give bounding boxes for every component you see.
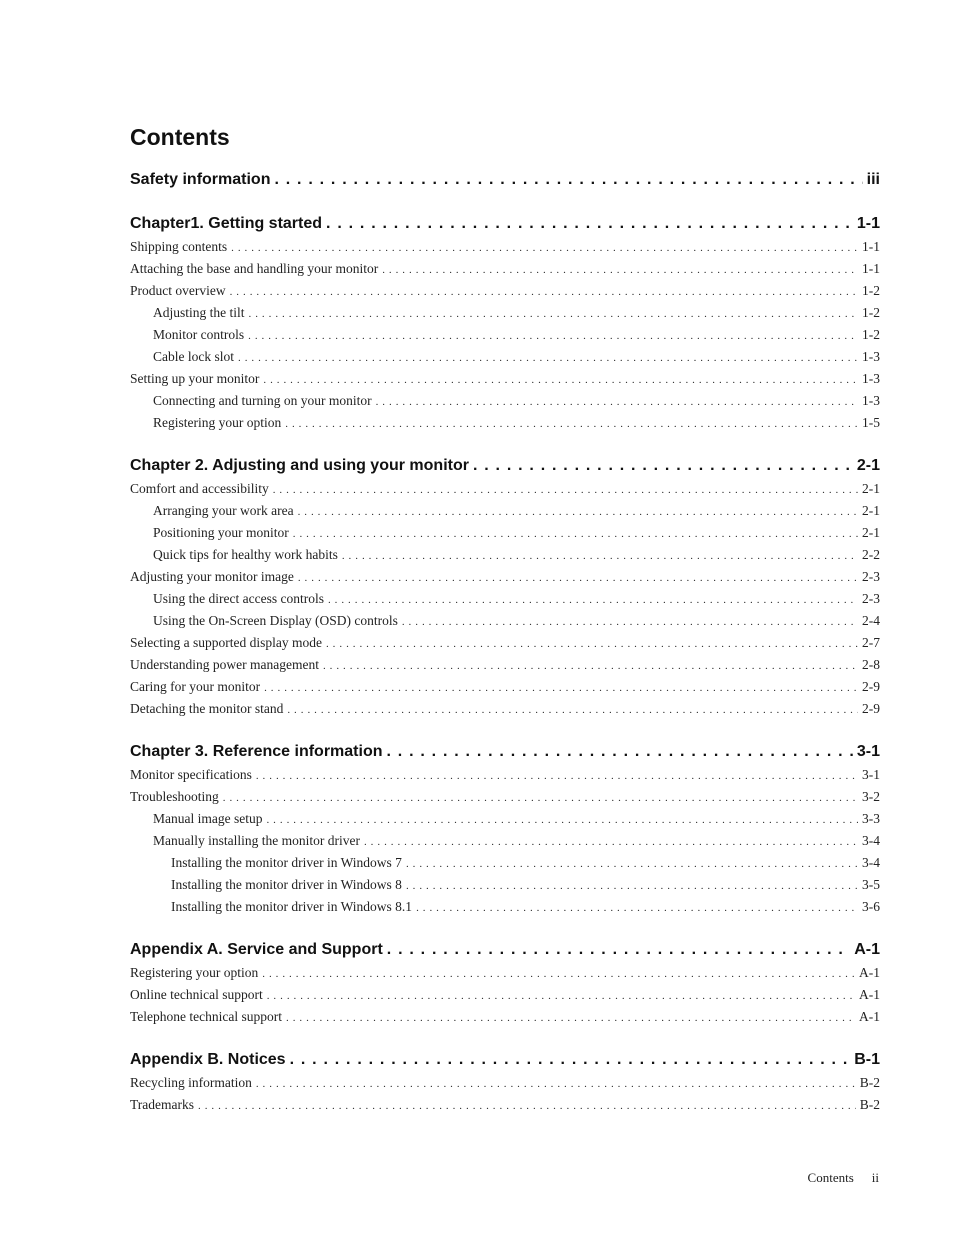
toc-label: Caring for your monitor <box>130 679 261 694</box>
toc-label: Monitor specifications <box>130 767 252 782</box>
toc-label: Setting up your monitor <box>130 371 260 386</box>
toc-entry-link[interactable] <box>130 368 880 390</box>
dot-leader <box>267 985 855 1006</box>
toc-label: Comfort and accessibility <box>130 481 269 496</box>
toc-page-number: 1-3 <box>862 349 880 364</box>
toc-label: Chapter 3. Reference information <box>130 743 383 760</box>
dot-leader <box>266 809 858 830</box>
toc-label: Selecting a supported display mode <box>130 635 322 650</box>
toc-entry-link[interactable] <box>130 764 880 786</box>
toc-page-number: 3-1 <box>862 767 880 782</box>
toc-label: Registering your option <box>153 415 282 430</box>
toc-chapter-link[interactable] <box>130 740 880 764</box>
toc-label: Chapter 2. Adjusting and using your monitor <box>130 457 469 474</box>
toc-entry-link[interactable] <box>130 478 880 500</box>
toc-page-number: iii <box>866 171 880 188</box>
dot-leader <box>342 545 858 566</box>
toc-page-number: 2-8 <box>862 657 880 672</box>
toc-label: Manual image setup <box>153 811 263 826</box>
toc-entry-link[interactable] <box>130 852 880 874</box>
toc-entry-link[interactable] <box>130 500 880 522</box>
toc-entry-link[interactable] <box>130 280 880 302</box>
toc-entry-link[interactable] <box>130 258 880 280</box>
toc-label: Installing the monitor driver in Windows 8.1 <box>171 899 413 914</box>
toc-entry-link[interactable] <box>130 1006 880 1028</box>
toc-entry-link[interactable] <box>130 786 880 808</box>
toc-page-number: 3-1 <box>856 743 880 760</box>
dot-leader <box>238 347 858 368</box>
toc-label: Arranging your work area <box>153 503 294 518</box>
toc-page-number: A-1 <box>859 965 880 980</box>
toc-entry-link[interactable] <box>130 588 880 610</box>
dot-leader <box>326 212 853 236</box>
toc-page-number: B-1 <box>854 1051 880 1068</box>
dot-leader <box>406 875 858 896</box>
dot-leader <box>248 325 858 346</box>
toc-page-number: 3-5 <box>862 877 880 892</box>
toc-page-number: 3-6 <box>862 899 880 914</box>
toc-chapter-link[interactable] <box>130 454 880 478</box>
toc-label: Safety information <box>130 171 271 188</box>
toc-entry-link[interactable] <box>130 962 880 984</box>
toc-label: Adjusting the tilt <box>153 305 245 320</box>
toc-label: Telephone technical support <box>130 1009 283 1024</box>
toc-page-number: A-1 <box>859 987 880 1002</box>
toc-page-number: 1-2 <box>862 327 880 342</box>
toc-page-number: 3-4 <box>862 855 880 870</box>
toc-chapter-link[interactable] <box>130 168 880 192</box>
toc-entry-link[interactable] <box>130 390 880 412</box>
footer-section-label: Contents <box>807 1170 854 1185</box>
toc-entry-link[interactable] <box>130 896 880 918</box>
toc-entry-link[interactable] <box>130 808 880 830</box>
toc-label: Positioning your monitor <box>153 525 289 540</box>
toc-label: Using the direct access controls <box>153 591 324 606</box>
toc-entry-link[interactable] <box>130 522 880 544</box>
toc-entry-link[interactable] <box>130 544 880 566</box>
toc-label: Attaching the base and handling your monitor <box>130 261 379 276</box>
toc-entry-link[interactable] <box>130 1072 880 1094</box>
dot-leader <box>298 567 858 588</box>
toc-page-number: 1-1 <box>862 239 880 254</box>
toc-label: Installing the monitor driver in Windows 7 <box>171 855 402 870</box>
toc-entry-link[interactable] <box>130 324 880 346</box>
dot-leader <box>231 237 858 258</box>
dot-leader <box>198 1095 856 1116</box>
dot-leader <box>256 1073 856 1094</box>
toc-page-number: 2-1 <box>862 503 880 518</box>
toc-label: Shipping contents <box>130 239 228 254</box>
toc-page-number: 3-4 <box>862 833 880 848</box>
toc-entry-link[interactable] <box>130 984 880 1006</box>
toc-label: Using the On-Screen Display (OSD) controls <box>153 613 398 628</box>
toc-entry-link[interactable] <box>130 654 880 676</box>
toc-entry-link[interactable] <box>130 302 880 324</box>
dot-leader <box>223 787 858 808</box>
toc-label: Monitor controls <box>153 327 245 342</box>
dot-leader <box>290 1048 851 1072</box>
dot-leader <box>256 765 858 786</box>
toc-page-number: 3-2 <box>862 789 880 804</box>
toc-entry-link[interactable] <box>130 236 880 258</box>
toc-label: Understanding power management <box>130 657 319 672</box>
toc-entry-link[interactable] <box>130 346 880 368</box>
toc-entry-link[interactable] <box>130 1094 880 1116</box>
toc-page-number: B-2 <box>859 1075 880 1090</box>
toc-label: Installing the monitor driver in Windows 8 <box>171 877 402 892</box>
dot-leader <box>387 740 853 764</box>
dot-leader <box>382 259 858 280</box>
toc-page-number: 2-4 <box>862 613 880 628</box>
toc-page-number: 1-5 <box>862 415 880 430</box>
toc-entry-link[interactable] <box>130 676 880 698</box>
toc-entry-link[interactable] <box>130 412 880 434</box>
page-title: Contents <box>130 124 230 150</box>
toc-page-number: 2-9 <box>862 701 880 716</box>
toc-page-number: 1-1 <box>856 215 880 232</box>
toc-label: Adjusting your monitor image <box>130 569 294 584</box>
toc-entry-link[interactable] <box>130 610 880 632</box>
toc-page-number: 1-2 <box>862 283 880 298</box>
dot-leader <box>285 413 858 434</box>
toc-page-number: 1-2 <box>862 305 880 320</box>
toc-label: Troubleshooting <box>130 789 219 804</box>
toc-label: Chapter1. Getting started <box>130 215 323 232</box>
toc-page-number: 2-1 <box>856 457 880 474</box>
toc-page-number: 3-3 <box>862 811 880 826</box>
toc-label: Manually installing the monitor driver <box>153 833 360 848</box>
dot-leader <box>262 963 855 984</box>
toc-page-number: 2-3 <box>862 591 880 606</box>
toc-label: Registering your option <box>130 965 259 980</box>
toc-page-number: 1-1 <box>862 261 880 276</box>
toc-label: Trademarks <box>130 1097 194 1112</box>
toc-page-number: 2-3 <box>862 569 880 584</box>
dot-leader <box>387 938 850 962</box>
dot-leader <box>364 831 858 852</box>
toc-entry-link[interactable] <box>130 632 880 654</box>
dot-leader <box>473 454 853 478</box>
toc-chapter-link[interactable] <box>130 212 880 236</box>
toc-label: Recycling information <box>130 1075 252 1090</box>
toc-label: Cable lock slot <box>153 349 234 364</box>
dot-leader <box>293 523 858 544</box>
toc-page-number: 1-3 <box>862 371 880 386</box>
toc-page-number: 1-3 <box>862 393 880 408</box>
dot-leader <box>286 1007 855 1028</box>
dot-leader <box>298 501 858 522</box>
toc-label: Connecting and turning on your monitor <box>153 393 372 408</box>
dot-leader <box>376 391 858 412</box>
toc-page-number: 2-1 <box>862 481 880 496</box>
dot-leader <box>416 897 858 918</box>
toc-page <box>130 122 880 1116</box>
dot-leader <box>249 303 858 324</box>
dot-leader <box>264 677 858 698</box>
toc-label: Quick tips for healthy work habits <box>153 547 338 562</box>
toc-list <box>130 168 880 1116</box>
toc-page-number: 2-7 <box>862 635 880 650</box>
dot-leader <box>406 853 858 874</box>
toc-page-number: A-1 <box>854 941 880 958</box>
page-footer <box>808 1170 879 1186</box>
toc-entry-link[interactable] <box>130 698 880 720</box>
dot-leader <box>287 699 858 720</box>
toc-chapter-link[interactable] <box>130 1048 880 1072</box>
toc-label: Appendix B. Notices <box>130 1051 286 1068</box>
toc-entry-link[interactable] <box>130 830 880 852</box>
toc-label: Appendix A. Service and Support <box>130 941 383 958</box>
toc-page-number: 2-2 <box>862 547 880 562</box>
dot-leader <box>230 281 858 302</box>
toc-label: Detaching the monitor stand <box>130 701 284 716</box>
toc-entry-link[interactable] <box>130 566 880 588</box>
dot-leader <box>323 655 858 676</box>
toc-page-number: A-1 <box>859 1009 880 1024</box>
dot-leader <box>402 611 858 632</box>
dot-leader <box>328 589 858 610</box>
toc-page-number: 2-9 <box>862 679 880 694</box>
toc-page-number: 2-1 <box>862 525 880 540</box>
toc-page-number: B-2 <box>859 1097 880 1112</box>
dot-leader <box>263 369 858 390</box>
dot-leader <box>273 479 858 500</box>
toc-label: Online technical support <box>130 987 263 1002</box>
dot-leader <box>326 633 858 654</box>
toc-label: Product overview <box>130 283 226 298</box>
footer-page-number: ii <box>871 1170 879 1185</box>
dot-leader <box>274 168 862 192</box>
toc-chapter-link[interactable] <box>130 938 880 962</box>
toc-entry-link[interactable] <box>130 874 880 896</box>
